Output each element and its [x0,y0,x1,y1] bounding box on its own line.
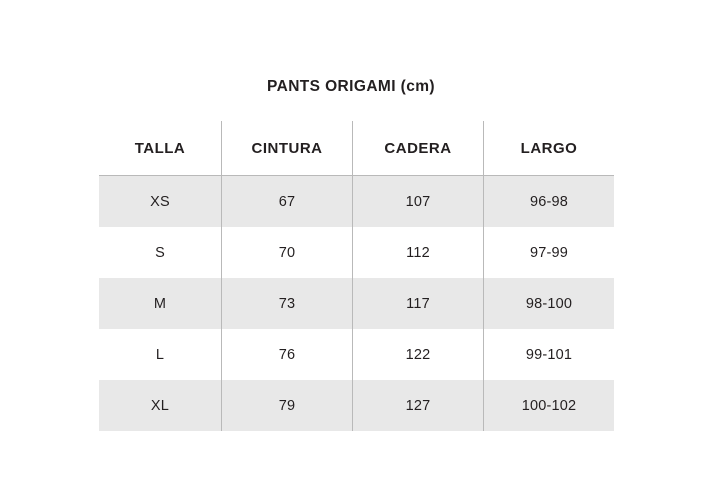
column-header-cadera: CADERA [353,121,484,176]
cell-cadera: 122 [353,329,484,380]
cell-largo: 97-99 [484,227,615,278]
table-row [99,227,614,278]
cell-talla: XS [99,176,222,228]
cell-talla: L [99,329,222,380]
size-table-container [99,121,603,431]
cell-largo: 98-100 [484,278,615,329]
cell-talla: XL [99,380,222,431]
cell-largo: 99-101 [484,329,615,380]
cell-largo: 100-102 [484,380,615,431]
column-header-talla: TALLA [99,121,222,176]
cell-cintura: 73 [222,278,353,329]
page-title: PANTS ORIGAMI (cm) [267,78,435,95]
table-header [99,121,614,176]
table-row [99,278,614,329]
cell-cadera: 127 [353,380,484,431]
cell-cintura: 79 [222,380,353,431]
cell-largo: 96-98 [484,176,615,228]
column-header-cintura: CINTURA [222,121,353,176]
cell-cintura: 70 [222,227,353,278]
cell-cintura: 67 [222,176,353,228]
table-row [99,380,614,431]
table-header-row [99,121,614,176]
table-row [99,329,614,380]
cell-cintura: 76 [222,329,353,380]
size-table [99,121,614,431]
column-header-largo: LARGO [484,121,615,176]
cell-cadera: 117 [353,278,484,329]
cell-talla: S [99,227,222,278]
cell-cadera: 107 [353,176,484,228]
cell-cadera: 112 [353,227,484,278]
table-row [99,176,614,228]
table-body [99,176,614,432]
cell-talla: M [99,278,222,329]
